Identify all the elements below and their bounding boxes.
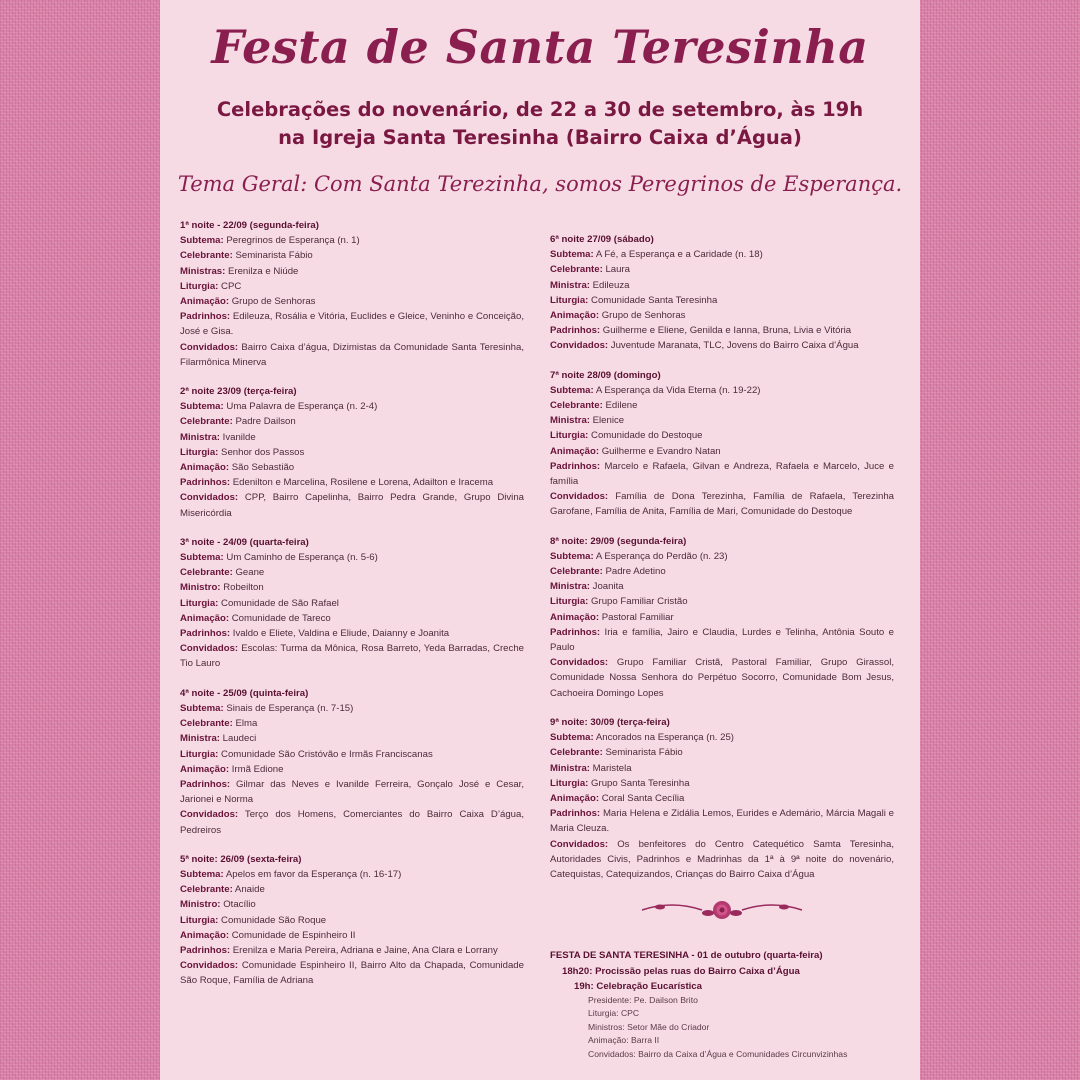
subtitle-line-1: Celebrações do novenário, de 22 a 30 de setembro, às 19h bbox=[216, 98, 864, 121]
celebrante-value: Padre Adetino bbox=[605, 566, 666, 578]
night-1 bbox=[180, 218, 524, 370]
animacao-label: Animação: bbox=[550, 445, 600, 457]
general-theme: Tema Geral: Com Santa Terezinha, somos Peregrinos de Esperança. bbox=[177, 172, 903, 196]
animacao-value: Pastoral Familiar bbox=[601, 611, 674, 623]
liturgia-label: Liturgia: bbox=[550, 294, 589, 306]
animacao-value: Grupo de Senhoras bbox=[601, 310, 686, 322]
animacao-value: Grupo de Senhoras bbox=[231, 296, 316, 308]
subtema-label: Subtema: bbox=[180, 235, 224, 247]
celebrante-value: Geane bbox=[235, 567, 265, 579]
night-5 bbox=[180, 852, 524, 989]
ministros-label: Ministro: bbox=[180, 899, 221, 911]
celebrante-value: Padre Dailson bbox=[235, 416, 296, 428]
convidados-value: Terço dos Homens, Comerciantes do Bairro Caixa D’água, Pedreiros bbox=[180, 809, 524, 836]
night-4 bbox=[180, 686, 524, 838]
night-8 bbox=[550, 534, 894, 701]
padrinhos-label: Padrinhos: bbox=[180, 477, 231, 489]
liturgia-label: Liturgia: bbox=[180, 748, 219, 760]
subtitle-line-2: na Igreja Santa Teresinha (Bairro Caixa d’Água) bbox=[278, 126, 802, 149]
padrinhos-label: Padrinhos: bbox=[550, 325, 601, 337]
padrinhos-label: Padrinhos: bbox=[180, 311, 231, 323]
ministros-label: Ministra: bbox=[180, 733, 220, 745]
night-title: 9ª noite: 30/09 (terça-feira) bbox=[550, 716, 670, 728]
celebrante-value: Elma bbox=[235, 718, 258, 730]
convidados-label: Convidados: bbox=[180, 341, 239, 353]
night-6 bbox=[550, 232, 894, 354]
animacao-label: Animação: bbox=[180, 462, 230, 474]
festa-animation: Animação: Barra II bbox=[588, 1035, 660, 1046]
liturgia-value: Grupo Familiar Cristão bbox=[591, 596, 688, 608]
subtema-label: Subtema: bbox=[550, 249, 594, 261]
subtema-value: Um Caminho de Esperança (n. 5-6) bbox=[226, 552, 378, 564]
night-title: 7ª noite 28/09 (domingo) bbox=[550, 369, 661, 381]
ministros-label: Ministra: bbox=[550, 279, 590, 291]
ministros-value: Elenice bbox=[592, 415, 625, 427]
night-title: 4ª noite - 25/09 (quinta-feira) bbox=[180, 687, 309, 699]
padrinhos-value: Edileuza, Rosália e Vitória, Euclides e Gleice, Veninho e Conceição, José e Gisa. bbox=[180, 311, 524, 338]
subtema-label: Subtema: bbox=[550, 384, 594, 396]
celebrante-label: Celebrante: bbox=[550, 400, 603, 412]
ministros-value: Edileuza bbox=[592, 279, 630, 291]
convidados-value: Comunidade Espinheiro II, Bairro Alto da Chapada, Comunidade São Roque, Família de Adriana bbox=[180, 960, 524, 987]
ministros-value: Laudeci bbox=[222, 733, 257, 745]
ministros-label: Ministra: bbox=[550, 415, 590, 427]
ministros-label: Ministro: bbox=[180, 582, 221, 594]
night-title: 6ª noite 27/09 (sábado) bbox=[550, 234, 654, 245]
celebrante-label: Celebrante: bbox=[180, 250, 233, 262]
padrinhos-label: Padrinhos: bbox=[550, 626, 601, 638]
liturgia-label: Liturgia: bbox=[550, 777, 589, 789]
festa-president: Presidente: Pe. Dailson Brito bbox=[588, 994, 698, 1005]
animacao-label: Animação: bbox=[180, 763, 230, 775]
animacao-label: Animação: bbox=[550, 792, 600, 804]
padrinhos-label: Padrinhos: bbox=[550, 460, 601, 472]
night-title: 3ª noite - 24/09 (quarta-feira) bbox=[180, 536, 309, 548]
padrinhos-value: Erenilza e Maria Pereira, Adriana e Jaine, Ana Clara e Lorrany bbox=[232, 944, 498, 956]
liturgia-label: Liturgia: bbox=[180, 446, 219, 458]
celebrante-label: Celebrante: bbox=[550, 566, 603, 578]
subtema-value: Ancorados na Esperança (n. 25) bbox=[595, 732, 734, 744]
padrinhos-value: Ivaldo e Eliete, Valdina e Eliude, Daianny e Joanita bbox=[232, 628, 450, 640]
liturgia-value: Comunidade Santa Teresinha bbox=[591, 294, 718, 306]
celebrante-value: Laura bbox=[605, 264, 630, 276]
convidados-label: Convidados: bbox=[550, 340, 609, 352]
convidados-value: Grupo Familiar Cristã, Pastoral Familiar, Grupo Girassol, Comunidade Nossa Senhora do Perpétuo Socorro, Comunidade Bom Jesus, Cachoeira Domingo Lopes bbox=[550, 657, 894, 699]
animacao-value: Coral Santa Cecília bbox=[601, 792, 685, 804]
ministros-value: Joanita bbox=[592, 581, 624, 593]
celebrante-label: Celebrante: bbox=[550, 747, 603, 759]
ministros-label: Ministra: bbox=[180, 431, 220, 443]
liturgia-value: Comunidade São Cristóvão e Irmãs Franciscanas bbox=[221, 748, 433, 760]
padrinhos-value: Iria e família, Jairo e Claudia, Lurdes e Telinha, Antônia Souto e Paulo bbox=[550, 626, 894, 654]
convidados-label: Convidados: bbox=[180, 643, 239, 655]
liturgia-label: Liturgia: bbox=[550, 596, 589, 608]
celebrante-label: Celebrante: bbox=[180, 416, 233, 428]
subtema-label: Subtema: bbox=[550, 732, 594, 744]
festa-liturgy: Liturgia: CPC bbox=[588, 1008, 640, 1019]
liturgia-value: Comunidade do Destoque bbox=[591, 430, 703, 442]
subtema-label: Subtema: bbox=[180, 552, 224, 564]
ministros-label: Ministra: bbox=[550, 762, 590, 774]
convidados-label: Convidados: bbox=[180, 809, 239, 821]
ministros-value: Maristela bbox=[592, 762, 632, 774]
padrinhos-value: Marcelo e Rafaela, Gilvan e Andreza, Rafaela e Marcelo, Juce e família bbox=[550, 460, 894, 488]
animacao-value: Guilherme e Evandro Natan bbox=[601, 445, 721, 457]
festa-guests: Convidados: Bairro da Caixa d’Água e Comunidades Circunvizinhas bbox=[588, 1048, 848, 1059]
animacao-value: Irmã Edione bbox=[231, 763, 284, 775]
subtema-value: Apelos em favor da Esperança (n. 16-17) bbox=[225, 868, 402, 880]
celebrante-value: Seminarista Fábio bbox=[605, 747, 683, 759]
flyer bbox=[160, 0, 920, 1080]
liturgia-value: Grupo Santa Teresinha bbox=[591, 777, 690, 789]
ministros-label: Ministra: bbox=[550, 581, 590, 593]
padrinhos-value: Gilmar das Neves e Ivanilde Ferreira, Gonçalo José e Cesar, Jarionei e Norma bbox=[180, 778, 525, 806]
night-title: 1ª noite - 22/09 (segunda-feira) bbox=[180, 220, 319, 231]
ministros-value: Erenilza e Niúde bbox=[228, 265, 299, 277]
convidados-value: Família de Dona Terezinha, Família de Rafaela, Terezinha Garofane, Família de Anita, Família de Mari, Comunidade do Destoque bbox=[550, 491, 894, 518]
liturgia-value: Senhor dos Passos bbox=[221, 446, 305, 458]
celebrante-value: Seminarista Fábio bbox=[235, 250, 313, 262]
liturgia-value: CPC bbox=[221, 280, 242, 292]
left-column bbox=[180, 218, 524, 1003]
convidados-label: Convidados: bbox=[550, 491, 609, 503]
liturgia-label: Liturgia: bbox=[180, 597, 219, 609]
subtema-label: Subtema: bbox=[180, 868, 224, 880]
convidados-value: Bairro Caixa d’água, Dizimistas da Comunidade Santa Teresinha, Filarmônica Minerva bbox=[180, 341, 524, 368]
celebrante-label: Celebrante: bbox=[180, 884, 233, 896]
animacao-label: Animação: bbox=[550, 310, 600, 322]
subtitle bbox=[160, 96, 920, 152]
animacao-label: Animação: bbox=[180, 612, 230, 624]
convidados-value: Escolas: Turma da Mônica, Rosa Barreto, Yeda Barradas, Creche Tio Lauro bbox=[180, 643, 524, 670]
subtema-label: Subtema: bbox=[550, 550, 594, 562]
subtema-label: Subtema: bbox=[180, 702, 224, 714]
animacao-label: Animação: bbox=[550, 611, 600, 623]
right-column bbox=[550, 232, 894, 1061]
convidados-value: CPP, Bairro Capelinha, Bairro Pedra Grande, Grupo Divina Misericórdia bbox=[180, 492, 524, 519]
celebrante-label: Celebrante: bbox=[180, 718, 233, 730]
liturgia-label: Liturgia: bbox=[180, 914, 219, 926]
convidados-label: Convidados: bbox=[550, 838, 609, 850]
festa-procession: 18h20: Procissão pelas ruas do Bairro Caixa d’Água bbox=[562, 965, 800, 977]
festa-celebration: 19h: Celebração Eucarística bbox=[574, 980, 702, 992]
rose-ornament-icon bbox=[550, 896, 894, 926]
convidados-value: Os benfeitores do Centro Catequético Samta Teresinha, Autoridades Civis, Padrinhos e Madrinhas da 1ª à 9ª noite do novenário, Catequistas, Catequizandos, Crianças do Bairro Caixa d’Água bbox=[550, 838, 894, 880]
night-3 bbox=[180, 535, 524, 672]
convidados-label: Convidados: bbox=[180, 492, 239, 504]
animacao-value: Comunidade de Espinheiro II bbox=[231, 929, 356, 941]
animacao-label: Animação: bbox=[180, 929, 230, 941]
night-2 bbox=[180, 384, 524, 521]
animacao-value: São Sebastião bbox=[231, 462, 295, 474]
festa-ministers: Ministros: Setor Mãe do Criador bbox=[588, 1021, 710, 1032]
padrinhos-label: Padrinhos: bbox=[180, 944, 231, 956]
night-title: 5ª noite: 26/09 (sexta-feira) bbox=[180, 853, 302, 865]
celebrante-value: Anaide bbox=[234, 884, 265, 896]
convidados-value: Juventude Maranata, TLC, Jovens do Bairro Caixa d’Água bbox=[610, 340, 859, 352]
celebrante-value: Edilene bbox=[605, 400, 638, 412]
celebrante-label: Celebrante: bbox=[550, 264, 603, 276]
celebrante-label: Celebrante: bbox=[180, 567, 233, 579]
padrinhos-value: Maria Helena e Zidália Lemos, Eurides e Ademário, Márcia Magali e Maria Cleuza. bbox=[550, 808, 895, 835]
padrinhos-label: Padrinhos: bbox=[550, 808, 601, 820]
subtema-value: A Fé, a Esperança e a Caridade (n. 18) bbox=[595, 249, 763, 261]
padrinhos-label: Padrinhos: bbox=[180, 778, 231, 790]
subtema-value: Sinais de Esperança (n. 7-15) bbox=[226, 702, 354, 714]
convidados-label: Convidados: bbox=[550, 657, 609, 669]
subtema-value: Uma Palavra de Esperança (n. 2-4) bbox=[226, 401, 378, 413]
festa-section bbox=[550, 948, 894, 1061]
night-9 bbox=[550, 715, 894, 882]
liturgia-value: Comunidade São Roque bbox=[221, 914, 327, 926]
subtema-value: A Esperança do Perdão (n. 23) bbox=[595, 550, 728, 562]
ministros-value: Otacílio bbox=[223, 899, 256, 911]
subtema-value: Peregrinos de Esperança (n. 1) bbox=[226, 235, 360, 247]
ministros-label: Ministras: bbox=[180, 265, 226, 277]
liturgia-label: Liturgia: bbox=[550, 430, 589, 442]
night-7 bbox=[550, 368, 894, 520]
night-title: 8ª noite: 29/09 (segunda-feira) bbox=[550, 535, 687, 547]
animacao-label: Animação: bbox=[180, 296, 230, 308]
ministros-value: Ivanilde bbox=[222, 431, 256, 443]
animacao-value: Comunidade de Tareco bbox=[231, 612, 331, 624]
ministros-value: Robeilton bbox=[223, 582, 264, 594]
liturgia-label: Liturgia: bbox=[180, 280, 219, 292]
subtema-label: Subtema: bbox=[180, 401, 224, 413]
padrinhos-label: Padrinhos: bbox=[180, 628, 231, 640]
page-title: Festa de Santa Teresinha bbox=[211, 20, 869, 74]
night-title: 2ª noite 23/09 (terça-feira) bbox=[180, 386, 297, 398]
padrinhos-value: Edenilton e Marcelina, Rosilene e Lorena, Adailton e Iracema bbox=[232, 477, 494, 489]
liturgia-value: Comunidade de São Rafael bbox=[221, 597, 339, 609]
convidados-label: Convidados: bbox=[180, 960, 239, 972]
festa-title: FESTA DE SANTA TERESINHA - 01 de outubro (quarta-feira) bbox=[550, 950, 823, 962]
padrinhos-value: Guilherme e Eliene, Genilda e Ianna, Bruna, Livia e Vitória bbox=[602, 325, 852, 337]
subtema-value: A Esperança da Vida Eterna (n. 19-22) bbox=[595, 384, 761, 396]
